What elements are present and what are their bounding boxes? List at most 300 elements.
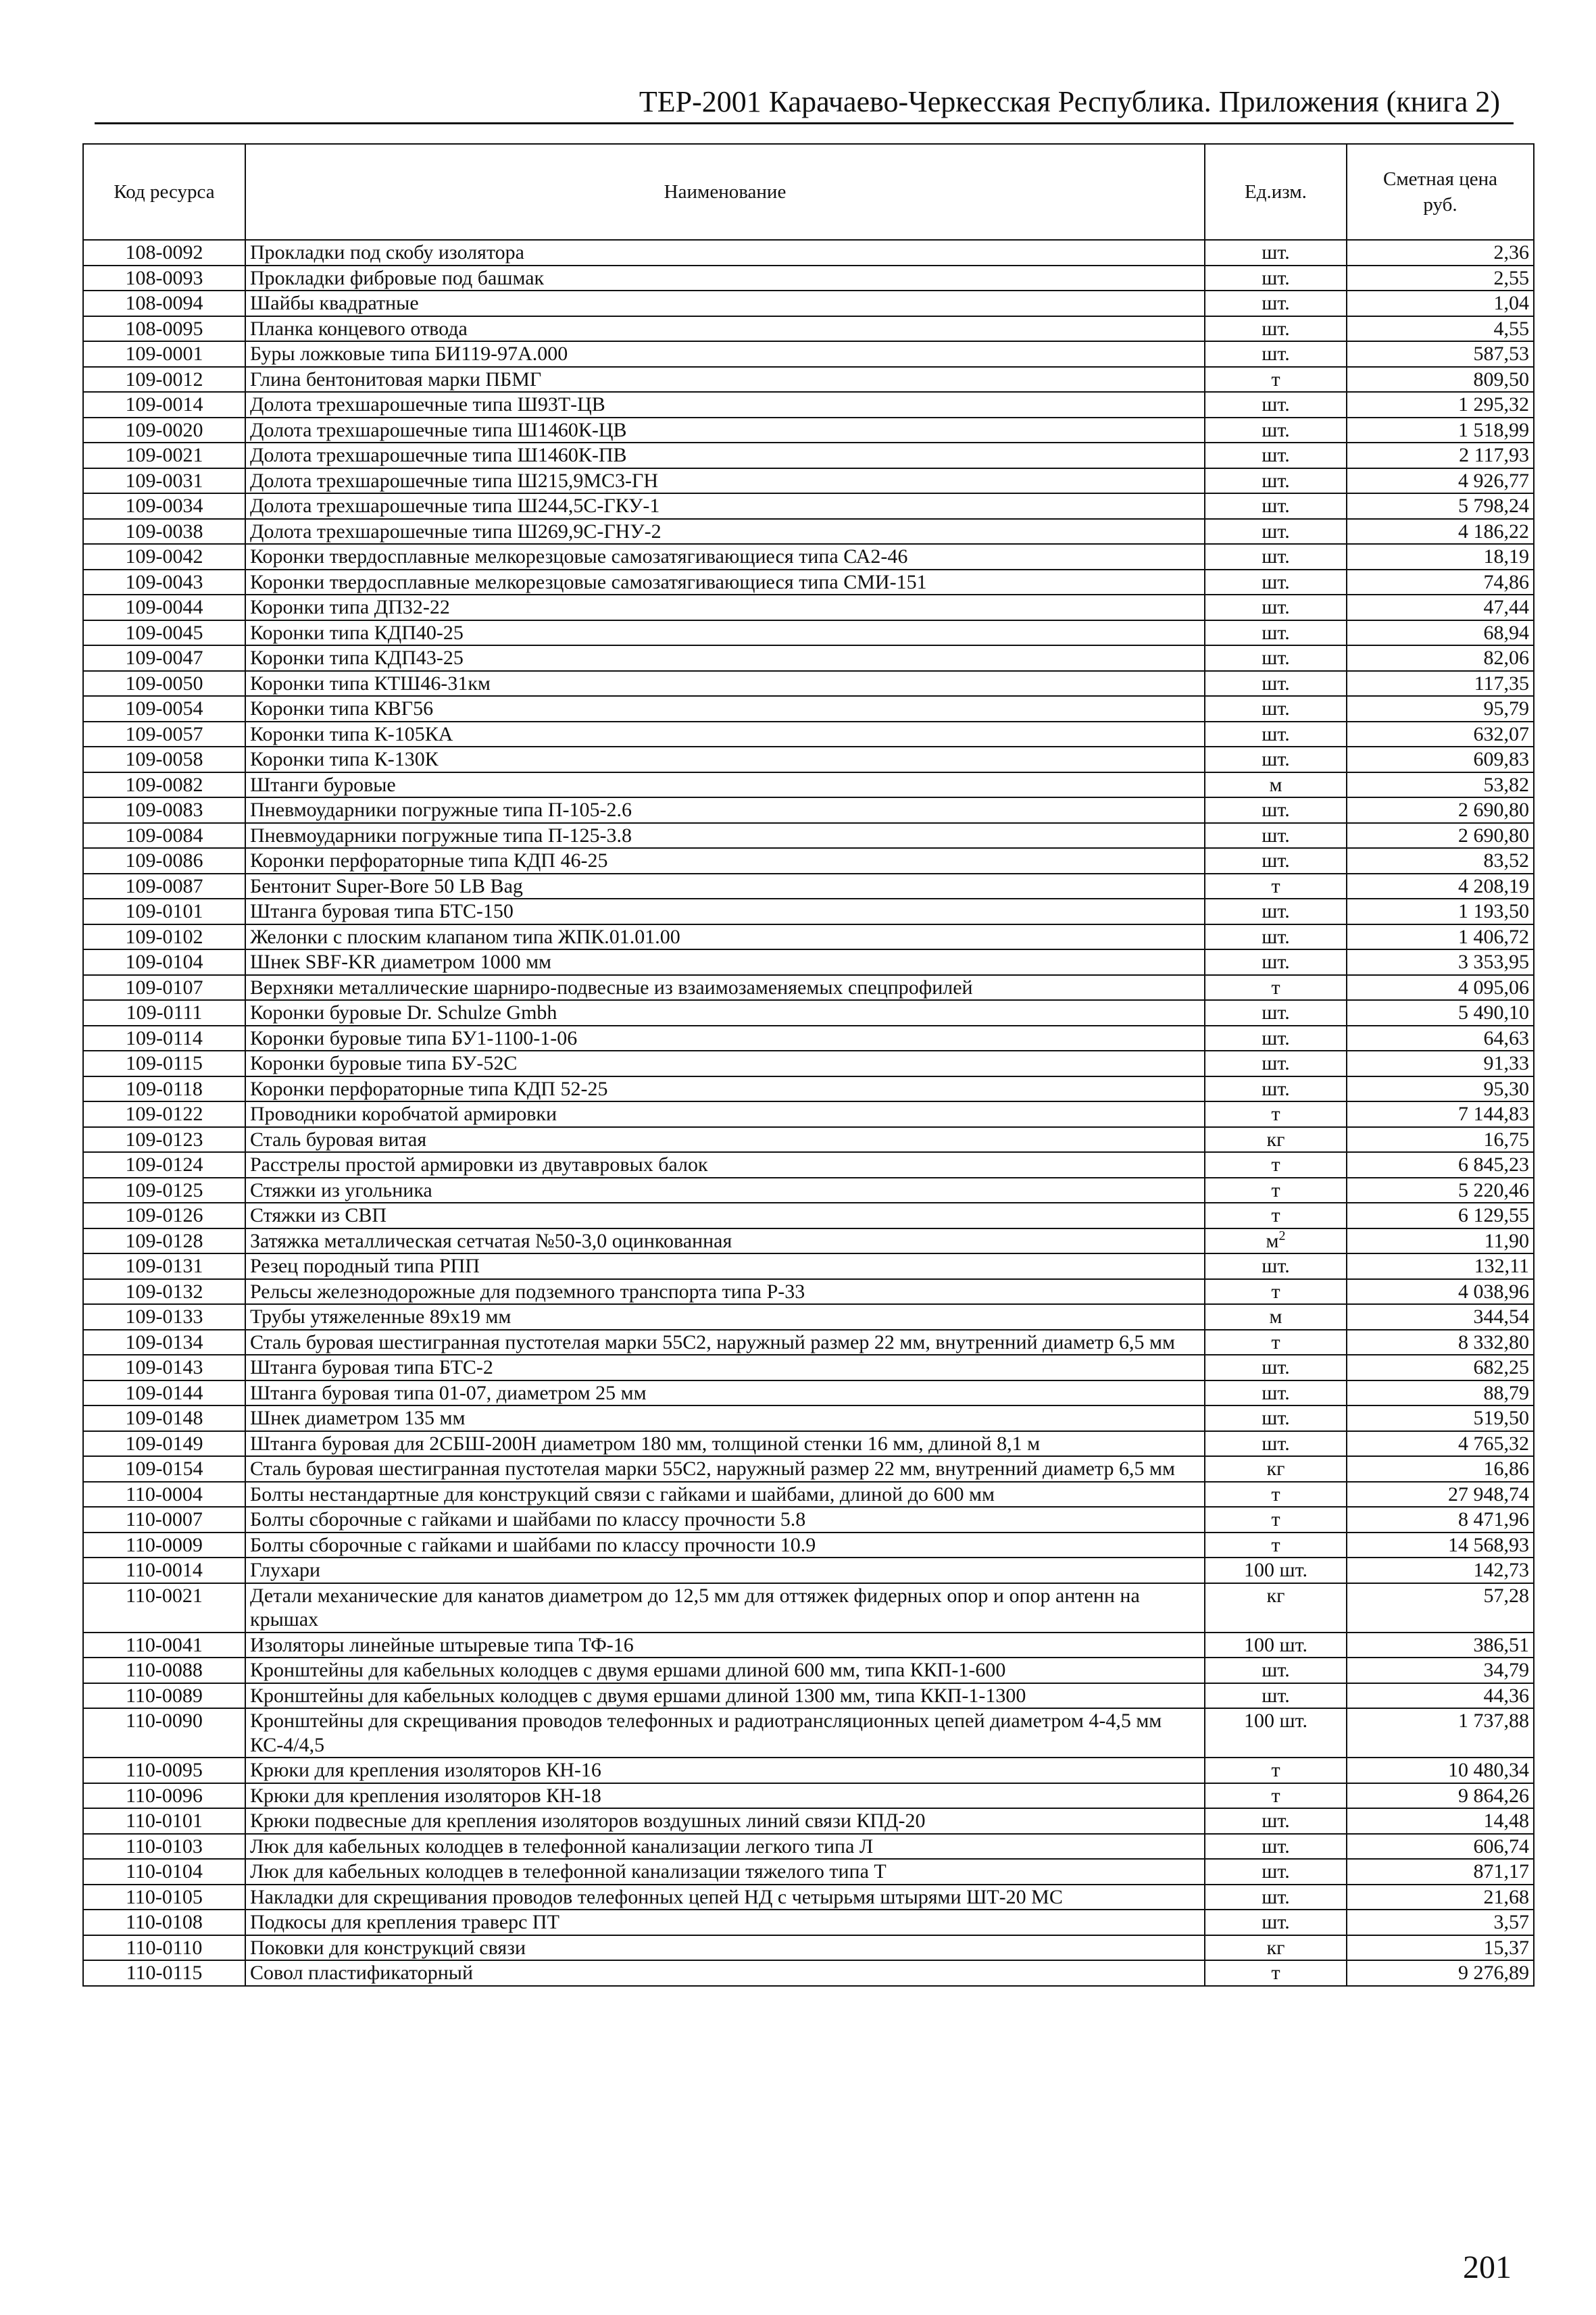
unit-of-measure: шт. xyxy=(1205,823,1347,849)
resource-code: 109-0014 xyxy=(83,392,245,418)
table-row xyxy=(83,722,1534,747)
estimated-price: 2 690,80 xyxy=(1347,823,1534,849)
resource-name: Коронки твердосплавные мелкорезцовые самозатягивающиеся типа СА2-46 xyxy=(245,544,1205,570)
resource-code: 109-0125 xyxy=(83,1178,245,1203)
estimated-price: 632,07 xyxy=(1347,722,1534,747)
table-row xyxy=(83,544,1534,570)
resource-name: Коронки типа КВГ56 xyxy=(245,696,1205,722)
resource-name: Кронштейны для кабельных колодцев с двумя ершами длиной 600 мм, типа ККП-1-600 xyxy=(245,1658,1205,1683)
estimated-price: 142,73 xyxy=(1347,1558,1534,1583)
table-row xyxy=(83,493,1534,519)
resource-code: 109-0131 xyxy=(83,1253,245,1279)
estimated-price: 4 208,19 xyxy=(1347,874,1534,899)
estimated-price: 9 864,26 xyxy=(1347,1783,1534,1809)
resource-name: Пневмоударники погружные типа П-125-3.8 xyxy=(245,823,1205,849)
unit-of-measure: кг xyxy=(1205,1935,1347,1961)
resource-name: Штанга буровая для 2СБШ-200Н диаметром 180 мм, толщиной стенки 16 мм, длиной 8,1 м xyxy=(245,1431,1205,1457)
estimated-price: 7 144,83 xyxy=(1347,1101,1534,1127)
unit-of-measure: шт. xyxy=(1205,722,1347,747)
resource-name: Верхняки металлические шарниро-подвесные из взаимозаменяемых спецпрофилей xyxy=(245,975,1205,1001)
unit-of-measure: т xyxy=(1205,1960,1347,1986)
table-row xyxy=(83,1507,1534,1533)
estimated-price: 4 186,22 xyxy=(1347,519,1534,545)
unit-of-measure: 100 шт. xyxy=(1205,1558,1347,1583)
resource-name: Накладки для скрещивания проводов телефонных цепей НД с четырьмя штырями ШТ-20 МС xyxy=(245,1885,1205,1910)
unit-of-measure: шт. xyxy=(1205,1910,1347,1935)
resource-code: 110-0009 xyxy=(83,1533,245,1558)
resource-code: 109-0134 xyxy=(83,1330,245,1355)
resource-name: Стяжки из угольника xyxy=(245,1178,1205,1203)
resource-code: 109-0034 xyxy=(83,493,245,519)
resource-name: Сталь буровая шестигранная пустотелая марки 55С2, наружный размер 22 мм, внутренний диаметр 6,5 мм xyxy=(245,1456,1205,1482)
estimated-price: 2,36 xyxy=(1347,240,1534,266)
unit-of-measure: шт. xyxy=(1205,443,1347,468)
estimated-price: 606,74 xyxy=(1347,1834,1534,1860)
document-title: ТЕР-2001 Карачаево-Черкесская Республика. Приложения (книга 2) xyxy=(639,85,1500,118)
resource-name: Прокладки фибровые под башмак xyxy=(245,266,1205,291)
unit-of-measure: шт. xyxy=(1205,1355,1347,1380)
table-row xyxy=(83,1101,1534,1127)
estimated-price: 6 129,55 xyxy=(1347,1203,1534,1228)
unit-superscript: 2 xyxy=(1278,1228,1286,1243)
table-row xyxy=(83,1708,1534,1758)
resource-code: 109-0114 xyxy=(83,1026,245,1051)
unit-of-measure: кг xyxy=(1205,1583,1347,1633)
table-row xyxy=(83,570,1534,595)
unit-of-measure: шт. xyxy=(1205,418,1347,443)
resource-name: Болты сборочные с гайками и шайбами по классу прочности 5.8 xyxy=(245,1507,1205,1533)
resource-name: Коронки буровые типа БУ-52С xyxy=(245,1051,1205,1076)
resource-name: Буры ложковые типа БИ119-97А.000 xyxy=(245,341,1205,367)
table-row xyxy=(83,392,1534,418)
estimated-price: 1,04 xyxy=(1347,291,1534,316)
table-row xyxy=(83,975,1534,1001)
table-row xyxy=(83,823,1534,849)
unit-of-measure: т xyxy=(1205,1758,1347,1783)
estimated-price: 5 490,10 xyxy=(1347,1000,1534,1026)
table-row xyxy=(83,316,1534,342)
table-row xyxy=(83,1935,1534,1961)
resource-code: 110-0021 xyxy=(83,1583,245,1633)
unit-of-measure: шт. xyxy=(1205,1431,1347,1457)
table-row xyxy=(83,1051,1534,1076)
estimated-price: 9 276,89 xyxy=(1347,1960,1534,1986)
estimated-price: 8 332,80 xyxy=(1347,1330,1534,1355)
resource-code: 109-0082 xyxy=(83,772,245,798)
estimated-price: 4 926,77 xyxy=(1347,468,1534,494)
estimated-price: 57,28 xyxy=(1347,1583,1534,1633)
unit-of-measure: шт. xyxy=(1205,1683,1347,1709)
resource-code: 110-0110 xyxy=(83,1935,245,1961)
resource-name: Крюки для крепления изоляторов КН-16 xyxy=(245,1758,1205,1783)
resource-code: 109-0058 xyxy=(83,747,245,772)
estimated-price: 5 798,24 xyxy=(1347,493,1534,519)
estimated-price: 6 845,23 xyxy=(1347,1152,1534,1178)
resource-name: Глухари xyxy=(245,1558,1205,1583)
resource-code: 109-0107 xyxy=(83,975,245,1001)
resource-name: Кронштейны для скрещивания проводов телефонных и радиотрансляционных цепей диаметром 4-4,5 мм КС-4/4,5 xyxy=(245,1708,1205,1758)
resource-code: 109-0154 xyxy=(83,1456,245,1482)
estimated-price: 871,17 xyxy=(1347,1859,1534,1885)
column-header-price: Сметная цена руб. xyxy=(1347,144,1534,240)
table-row xyxy=(83,1380,1534,1406)
resource-code: 110-0089 xyxy=(83,1683,245,1709)
estimated-price: 11,90 xyxy=(1347,1228,1534,1254)
estimated-price: 15,37 xyxy=(1347,1935,1534,1961)
resource-name: Шнек диаметром 135 мм xyxy=(245,1405,1205,1431)
resource-name: Желонки с плоским клапаном типа ЖПК.01.01.00 xyxy=(245,924,1205,950)
unit-of-measure: 100 шт. xyxy=(1205,1633,1347,1658)
resource-code: 109-0001 xyxy=(83,341,245,367)
unit-of-measure: шт. xyxy=(1205,1253,1347,1279)
resource-name: Крюки для крепления изоляторов КН-18 xyxy=(245,1783,1205,1809)
unit-of-measure: кг xyxy=(1205,1127,1347,1153)
estimated-price: 5 220,46 xyxy=(1347,1178,1534,1203)
resource-code: 109-0133 xyxy=(83,1304,245,1330)
unit-of-measure: т xyxy=(1205,1330,1347,1355)
unit-of-measure: т xyxy=(1205,975,1347,1001)
table-row xyxy=(83,696,1534,722)
estimated-price: 609,83 xyxy=(1347,747,1534,772)
unit-of-measure: т xyxy=(1205,1507,1347,1533)
resource-name: Пневмоударники погружные типа П-105-2.6 xyxy=(245,797,1205,823)
resource-name: Коронки типа КТШ46-31км xyxy=(245,671,1205,697)
estimated-price: 117,35 xyxy=(1347,671,1534,697)
resource-code: 109-0054 xyxy=(83,696,245,722)
unit-of-measure: шт. xyxy=(1205,291,1347,316)
table-row xyxy=(83,1203,1534,1228)
resource-name: Коронки типа КДП40-25 xyxy=(245,620,1205,646)
resource-name: Коронки типа К-130К xyxy=(245,747,1205,772)
resource-name: Штанга буровая типа БТС-150 xyxy=(245,899,1205,924)
estimated-price: 2 117,93 xyxy=(1347,443,1534,468)
resource-code: 110-0095 xyxy=(83,1758,245,1783)
resource-name: Долота трехшарошечные типа Ш244,5С-ГКУ-1 xyxy=(245,493,1205,519)
resource-code: 109-0021 xyxy=(83,443,245,468)
estimated-price: 1 406,72 xyxy=(1347,924,1534,950)
estimated-price: 587,53 xyxy=(1347,341,1534,367)
resource-name: Сталь буровая шестигранная пустотелая марки 55С2, наружный размер 22 мм, внутренний диаметр 6,5 мм xyxy=(245,1330,1205,1355)
resource-code: 109-0042 xyxy=(83,544,245,570)
estimated-price: 14 568,93 xyxy=(1347,1533,1534,1558)
unit-of-measure: т xyxy=(1205,1101,1347,1127)
table-row xyxy=(83,671,1534,697)
unit-of-measure: т xyxy=(1205,1178,1347,1203)
estimated-price: 53,82 xyxy=(1347,772,1534,798)
resource-name: Расстрелы простой армировки из двутавровых балок xyxy=(245,1152,1205,1178)
resource-name: Коронки типа КДП43-25 xyxy=(245,645,1205,671)
resource-name: Штанги буровые xyxy=(245,772,1205,798)
table-row xyxy=(83,1127,1534,1153)
resource-price-table xyxy=(82,143,1535,1987)
unit-of-measure: 100 шт. xyxy=(1205,1708,1347,1758)
table-row xyxy=(83,367,1534,393)
column-header-unit: Ед.изм. xyxy=(1205,144,1347,240)
table-row xyxy=(83,1583,1534,1633)
table-row xyxy=(83,1000,1534,1026)
estimated-price: 14,48 xyxy=(1347,1808,1534,1834)
table-body xyxy=(83,240,1534,1986)
estimated-price: 16,86 xyxy=(1347,1456,1534,1482)
resource-code: 109-0123 xyxy=(83,1127,245,1153)
table-row xyxy=(83,1558,1534,1583)
unit-of-measure: шт. xyxy=(1205,240,1347,266)
table-row xyxy=(83,772,1534,798)
resource-code: 109-0101 xyxy=(83,899,245,924)
estimated-price: 2 690,80 xyxy=(1347,797,1534,823)
estimated-price: 682,25 xyxy=(1347,1355,1534,1380)
estimated-price: 2,55 xyxy=(1347,266,1534,291)
resource-name: Коронки перфораторные типа КДП 46-25 xyxy=(245,848,1205,874)
resource-code: 110-0101 xyxy=(83,1808,245,1834)
unit-of-measure: шт. xyxy=(1205,1051,1347,1076)
resource-code: 110-0103 xyxy=(83,1834,245,1860)
estimated-price: 16,75 xyxy=(1347,1127,1534,1153)
table-row xyxy=(83,1808,1534,1834)
resource-name: Шайбы квадратные xyxy=(245,291,1205,316)
unit-of-measure: т xyxy=(1205,874,1347,899)
resource-name: Затяжка металлическая сетчатая №50-3,0 оцинкованная xyxy=(245,1228,1205,1254)
resource-code: 110-0115 xyxy=(83,1960,245,1986)
resource-code: 109-0149 xyxy=(83,1431,245,1457)
unit-of-measure: $м^2$ xyxy=(1205,1228,1347,1254)
unit-of-measure: шт. xyxy=(1205,671,1347,697)
unit-of-measure: шт. xyxy=(1205,316,1347,342)
estimated-price: 82,06 xyxy=(1347,645,1534,671)
table-row xyxy=(83,1178,1534,1203)
table-row xyxy=(83,1758,1534,1783)
resource-name: Проводники коробчатой армировки xyxy=(245,1101,1205,1127)
table-row xyxy=(83,1405,1534,1431)
estimated-price: 519,50 xyxy=(1347,1405,1534,1431)
resource-code: 109-0044 xyxy=(83,595,245,620)
unit-of-measure: шт. xyxy=(1205,1885,1347,1910)
table-row xyxy=(83,848,1534,874)
unit-of-measure: м xyxy=(1205,1304,1347,1330)
resource-code: 110-0014 xyxy=(83,1558,245,1583)
resource-code: 109-0050 xyxy=(83,671,245,697)
estimated-price: 95,30 xyxy=(1347,1076,1534,1102)
estimated-price: 44,36 xyxy=(1347,1683,1534,1709)
estimated-price: 34,79 xyxy=(1347,1658,1534,1683)
resource-name: Резец породный типа РПП xyxy=(245,1253,1205,1279)
unit-of-measure: шт. xyxy=(1205,696,1347,722)
estimated-price: 21,68 xyxy=(1347,1885,1534,1910)
unit-of-measure: шт. xyxy=(1205,570,1347,595)
unit-of-measure: т xyxy=(1205,1783,1347,1809)
unit-of-measure: шт. xyxy=(1205,1000,1347,1026)
table-row xyxy=(83,797,1534,823)
table-row xyxy=(83,468,1534,494)
resource-code: 109-0020 xyxy=(83,418,245,443)
resource-name: Долота трехшарошечные типа Ш1460К-ЦВ xyxy=(245,418,1205,443)
unit-of-measure: шт. xyxy=(1205,797,1347,823)
table-row xyxy=(83,1533,1534,1558)
table-row xyxy=(83,1076,1534,1102)
resource-name: Болты сборочные с гайками и шайбами по классу прочности 10.9 xyxy=(245,1533,1205,1558)
estimated-price: 3 353,95 xyxy=(1347,949,1534,975)
table-row xyxy=(83,266,1534,291)
resource-code: 109-0087 xyxy=(83,874,245,899)
table-row xyxy=(83,1152,1534,1178)
estimated-price: 4,55 xyxy=(1347,316,1534,342)
resource-code: 110-0088 xyxy=(83,1658,245,1683)
table-row xyxy=(83,645,1534,671)
unit-of-measure: т xyxy=(1205,1203,1347,1228)
resource-code: 110-0004 xyxy=(83,1482,245,1508)
estimated-price: 1 737,88 xyxy=(1347,1708,1534,1758)
estimated-price: 1 295,32 xyxy=(1347,392,1534,418)
unit-of-measure: шт. xyxy=(1205,519,1347,545)
unit-of-measure: шт. xyxy=(1205,1658,1347,1683)
resource-name: Детали механические для канатов диаметром до 12,5 мм для оттяжек фидерных опор и опор антенн на крышах xyxy=(245,1583,1205,1633)
column-header-code: Код ресурса xyxy=(83,144,245,240)
estimated-price: 68,94 xyxy=(1347,620,1534,646)
resource-name: Поковки для конструкций связи xyxy=(245,1935,1205,1961)
resource-name: Крюки подвесные для крепления изоляторов воздушных линий связи КПД-20 xyxy=(245,1808,1205,1834)
table-row xyxy=(83,1482,1534,1508)
resource-name: Шнек SBF-KR диаметром 1000 мм xyxy=(245,949,1205,975)
resource-name: Прокладки под скобу изолятора xyxy=(245,240,1205,266)
estimated-price: 809,50 xyxy=(1347,367,1534,393)
resource-code: 110-0041 xyxy=(83,1633,245,1658)
table-row xyxy=(83,1658,1534,1683)
table-row xyxy=(83,1026,1534,1051)
resource-code: 109-0012 xyxy=(83,367,245,393)
unit-of-measure: т xyxy=(1205,1279,1347,1305)
estimated-price: 344,54 xyxy=(1347,1304,1534,1330)
unit-of-measure: т xyxy=(1205,1152,1347,1178)
unit-of-measure: шт. xyxy=(1205,924,1347,950)
estimated-price: 4 765,32 xyxy=(1347,1431,1534,1457)
estimated-price: 18,19 xyxy=(1347,544,1534,570)
header-rule xyxy=(95,122,1514,124)
table-row xyxy=(83,1330,1534,1355)
resource-name: Коронки типа К-105КА xyxy=(245,722,1205,747)
table-row xyxy=(83,899,1534,924)
unit-of-measure: шт. xyxy=(1205,747,1347,772)
estimated-price: 4 095,06 xyxy=(1347,975,1534,1001)
resource-name: Болты нестандартные для конструкций связи с гайками и шайбами, длиной до 600 мм xyxy=(245,1482,1205,1508)
resource-name: Коронки типа ДП32-22 xyxy=(245,595,1205,620)
resource-code: 108-0092 xyxy=(83,240,245,266)
page-number: 201 xyxy=(1463,2249,1512,2285)
resource-name: Сталь буровая витая xyxy=(245,1127,1205,1153)
resource-name: Подкосы для крепления траверс ПТ xyxy=(245,1910,1205,1935)
table-row xyxy=(83,1431,1534,1457)
estimated-price: 64,63 xyxy=(1347,1026,1534,1051)
unit-of-measure: шт. xyxy=(1205,899,1347,924)
resource-name: Глина бентонитовая марки ПБМГ xyxy=(245,367,1205,393)
table-row xyxy=(83,341,1534,367)
resource-name: Коронки буровые Dr. Schulze Gmbh xyxy=(245,1000,1205,1026)
unit-of-measure: шт. xyxy=(1205,341,1347,367)
resource-name: Штанга буровая типа 01-07, диаметром 25 мм xyxy=(245,1380,1205,1406)
table-row xyxy=(83,1633,1534,1658)
resource-code: 109-0084 xyxy=(83,823,245,849)
resource-name: Долота трехшарошечные типа Ш215,9МС3-ГН xyxy=(245,468,1205,494)
resource-code: 108-0093 xyxy=(83,266,245,291)
resource-code: 108-0094 xyxy=(83,291,245,316)
resource-name: Стяжки из СВП xyxy=(245,1203,1205,1228)
resource-code: 109-0132 xyxy=(83,1279,245,1305)
resource-name: Долота трехшарошечные типа Ш269,9С-ГНУ-2 xyxy=(245,519,1205,545)
resource-name: Коронки твердосплавные мелкорезцовые самозатягивающиеся типа СМИ-151 xyxy=(245,570,1205,595)
estimated-price: 132,11 xyxy=(1347,1253,1534,1279)
estimated-price: 83,52 xyxy=(1347,848,1534,874)
table-row xyxy=(83,1960,1534,1986)
unit-of-measure: шт. xyxy=(1205,1834,1347,1860)
estimated-price: 8 471,96 xyxy=(1347,1507,1534,1533)
unit-of-measure: шт. xyxy=(1205,645,1347,671)
unit-of-measure: шт. xyxy=(1205,949,1347,975)
resource-code: 109-0104 xyxy=(83,949,245,975)
resource-code: 110-0104 xyxy=(83,1859,245,1885)
resource-name: Бентонит Super-Bore 50 LB Bag xyxy=(245,874,1205,899)
unit-of-measure: шт. xyxy=(1205,493,1347,519)
estimated-price: 74,86 xyxy=(1347,570,1534,595)
resource-code: 109-0122 xyxy=(83,1101,245,1127)
resource-name: Изоляторы линейные штыревые типа ТФ-16 xyxy=(245,1633,1205,1658)
estimated-price: 91,33 xyxy=(1347,1051,1534,1076)
estimated-price: 3,57 xyxy=(1347,1910,1534,1935)
unit-of-measure: шт. xyxy=(1205,848,1347,874)
table-row xyxy=(83,874,1534,899)
resource-code: 110-0090 xyxy=(83,1708,245,1758)
unit-of-measure: шт. xyxy=(1205,620,1347,646)
resource-code: 109-0038 xyxy=(83,519,245,545)
table-row xyxy=(83,1304,1534,1330)
table-row xyxy=(83,1456,1534,1482)
resource-code: 109-0102 xyxy=(83,924,245,950)
resource-code: 109-0143 xyxy=(83,1355,245,1380)
estimated-price: 1 518,99 xyxy=(1347,418,1534,443)
resource-name: Кронштейны для кабельных колодцев с двумя ершами длиной 1300 мм, типа ККП-1-1300 xyxy=(245,1683,1205,1709)
table-row xyxy=(83,240,1534,266)
resource-code: 109-0148 xyxy=(83,1405,245,1431)
unit-of-measure: шт. xyxy=(1205,392,1347,418)
unit-of-measure: м xyxy=(1205,772,1347,798)
unit-of-measure: шт. xyxy=(1205,595,1347,620)
unit-of-measure: шт. xyxy=(1205,266,1347,291)
resource-code: 109-0111 xyxy=(83,1000,245,1026)
table-row xyxy=(83,1783,1534,1809)
table-row xyxy=(83,1859,1534,1885)
table-row xyxy=(83,620,1534,646)
resource-name: Планка концевого отвода xyxy=(245,316,1205,342)
table-header-row xyxy=(83,144,1534,240)
resource-code: 108-0095 xyxy=(83,316,245,342)
resource-code: 110-0108 xyxy=(83,1910,245,1935)
resource-name: Коронки перфораторные типа КДП 52-25 xyxy=(245,1076,1205,1102)
table-row xyxy=(83,747,1534,772)
resource-name: Люк для кабельных колодцев в телефонной канализации тяжелого типа Т xyxy=(245,1859,1205,1885)
table-row xyxy=(83,1885,1534,1910)
table-row xyxy=(83,924,1534,950)
unit-of-measure: т xyxy=(1205,1533,1347,1558)
table-row xyxy=(83,1355,1534,1380)
resource-code: 109-0126 xyxy=(83,1203,245,1228)
resource-code: 109-0043 xyxy=(83,570,245,595)
unit-of-measure: шт. xyxy=(1205,1405,1347,1431)
resource-code: 109-0031 xyxy=(83,468,245,494)
estimated-price: 10 480,34 xyxy=(1347,1758,1534,1783)
resource-code: 110-0096 xyxy=(83,1783,245,1809)
table-row xyxy=(83,1228,1534,1254)
resource-code: 109-0115 xyxy=(83,1051,245,1076)
resource-code: 109-0057 xyxy=(83,722,245,747)
resource-name: Долота трехшарошечные типа Ш1460К-ПВ xyxy=(245,443,1205,468)
